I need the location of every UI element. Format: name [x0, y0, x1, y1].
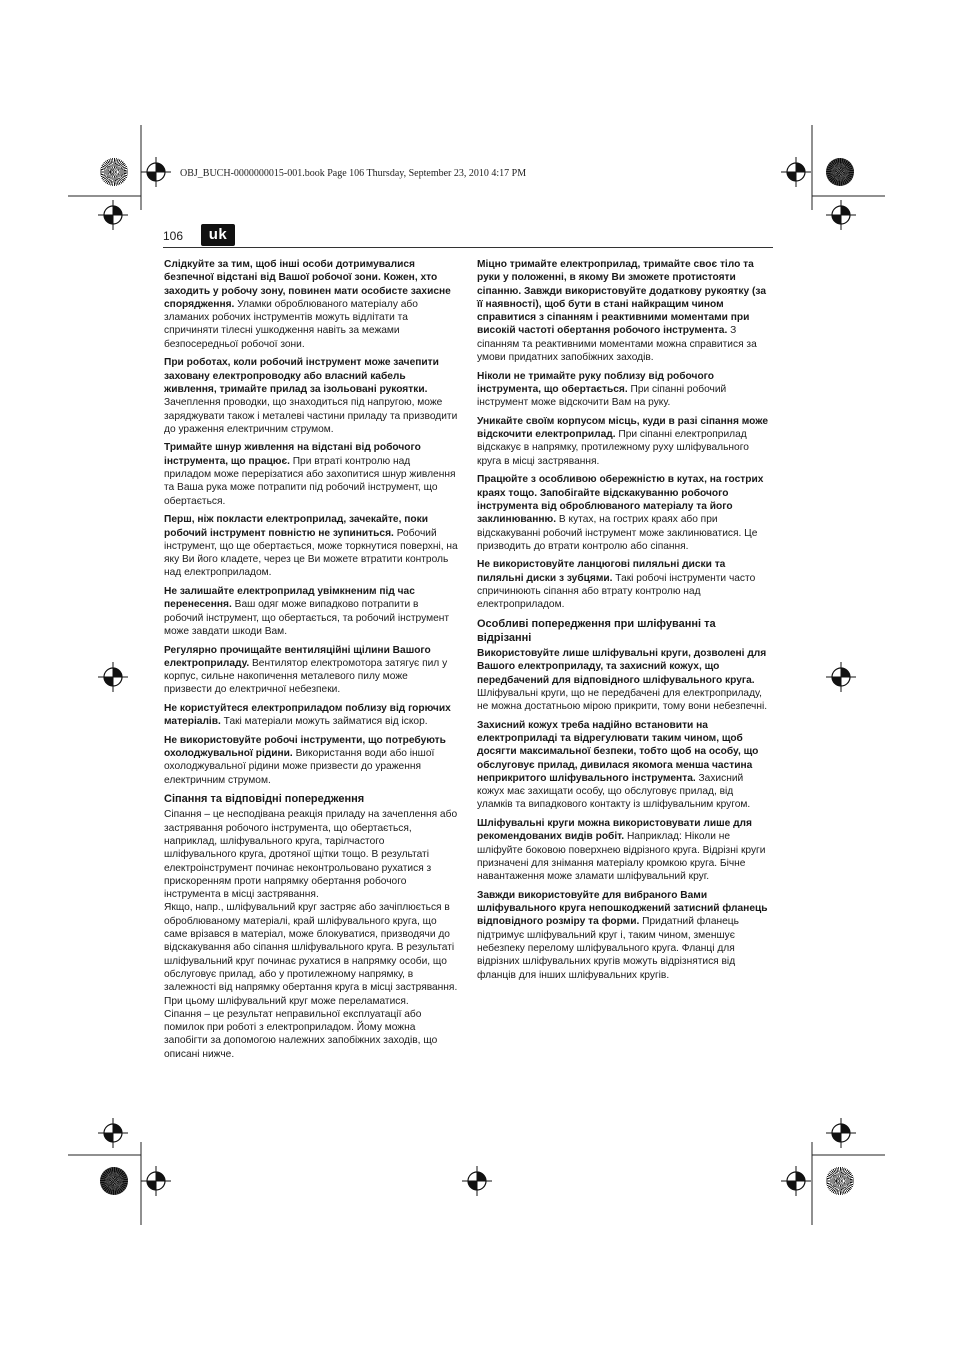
- paragraph: Ніколи не тримайте руку поблизу від робочого інструмента, що обертається. При сіпанні робочий інструмент може відскочити Вам на руку.: [477, 370, 727, 409]
- paragraph: Не використовуйте ланцюгові пиляльні диски та пиляльні диски з зубцями. Такі робочі інструменти часто спричинюють сіпання або втрату контролю над електроприладом.: [477, 559, 756, 611]
- paragraph: Використовуйте лише шліфувальні круги, дозволені для Вашого електроприладу, та захисний кожух, що передбачений для відповідного шліфувального круга. Шліфувальні круги, що не передбачені для електроприладу, не можна достатньою мірою прикрити, тому вони небезпечні.: [477, 647, 768, 713]
- left-column: [164, 258, 458, 1066]
- paragraph: Перш, ніж покласти електроприлад, зачекайте, поки робочий інструмент повністю не зупиниться. Робочий інструмент, що ще обертається, може торкнутися поверхні, на яку Ви його кладете, через це Ви можете втратити контроль над електроприладом.: [164, 514, 458, 579]
- file-info: OBJ_BUCH-0000000015-001.book Page 106 Thursday, September 23, 2010 4:17 PM: [180, 168, 527, 179]
- page-number: 106: [163, 229, 184, 243]
- section-heading: Сіпання та відповідні попередження: [164, 793, 365, 806]
- paragraph: Якщо, напр., шліфувальний круг застряє або зачіплюється в оброблюваному матеріалі, край шліфувального круга, що саме врізався в матеріал, може блокуватися, призводячи до відскакування або сіпання шліфувального круга. В результаті шліфувальний круг починає рухатися в напрямку особи, що обслуговує прилад, або у протилежному напрямку, в залежності від напрямку обертання круга в місці застрявання. При цьому шліфувальний круг може переламатися.: [164, 902, 458, 1007]
- paragraph: Регулярно прочищайте вентиляційні щілини Вашого електроприладу. Вентилятор електромотора затягує пил у корпус, сильне накопичення металевого пилу може призвести до електричної небезпеки.: [164, 644, 448, 696]
- paragraph: Завжди використовуйте для вибраного Вами шліфувального круга непошкоджений затисний фланець відповідного розміру та форми. Придатний фланець підтримує шліфувальний круг і, таким чином, зменшує небезпеку перелому шліфувального круга. Фланці для відрізних шліфувальних кругів можуть відрізнятися від фланців для інших шліфувальних кругів.: [477, 889, 768, 981]
- paragraph: При роботах, коли робочий інструмент може зачепити заховану електропроводку або власний кабель живлення, тримайте прилад за ізольовані рукоятки. Зачеплення проводки, що знаходиться під напругою, може заряджувати також і металеві частини приладу та призводити до ураження електричним струмом.: [164, 357, 458, 435]
- paragraph: Шліфувальні круги можна використовувати лише для рекомендованих видів робіт. Наприклад: Ніколи не шліфуйте боковою поверхнею відрізного круга. Відрізні круги призначені для знімання матеріалу кромкою круга. Бічне навантаження може зламати шліфувальний круг.: [477, 818, 766, 883]
- paragraph: Сіпання – це результат неправильної експлуатації або помилок при роботі з електроприладом. Йому можна запобігти за допомогою належних запобіжних заходів, що описані нижче.: [164, 1008, 438, 1060]
- paragraph: Не використовуйте робочі інструменти, що потребують охолоджувальної рідини. Використання води або іншої охолоджувальної рідини може призвести до ураження електричним струмом.: [164, 734, 446, 786]
- section-heading: Особливі попередження при шліфуванні та відрізанні: [477, 617, 716, 644]
- paragraph: Уникайте своїм корпусом місць, куди в разі сіпання може відскочити електроприлад. При сіпанні електроприлад відскакує в напрямку, протилежному руху шліфувального круга в місці застрявання.: [477, 415, 768, 467]
- paragraph: Тримайте шнур живлення на відстані від робочого інструмента, що працює. При втраті контролю над приладом може перерізатися або захопитися шнур живлення та Ваша рука може потрапити під робочий інструмент, що обертається.: [164, 442, 456, 507]
- paragraph: Не користуйтеся електроприладом поблизу від горючих матеріалів. Такі матеріали можуть займатися від іскор.: [164, 702, 451, 728]
- color-target-top-right: [826, 158, 854, 186]
- color-target-bottom-left: [100, 1167, 128, 1195]
- language-tab: uk: [201, 224, 235, 246]
- paragraph: Сіпання – це несподівана реакція приладу на зачеплення або застрявання робочого інструмента, що обертається, наприклад, шліфувального круга, тарілчастого шліфувального круга, дротяної щітки тощо. В результаті електроінструмент починає неконтрольовано рухатися з прискоренням проти напрямку обертання робочого інструмента в місці застрявання.: [164, 809, 458, 901]
- paragraph: Працюйте з особливою обережністю в кутах, на гострих краях тощо. Запобігайте відскакуванню робочого інструмента від оброблюваного матеріалу та його заклинюванню. В кутах, на гострих краях або при відскакуванні робочий інструмент може заклинюватися. Це призводить до втрати контролю або сіпання.: [477, 474, 764, 552]
- paragraph: Захисний кожух треба надійно встановити на електроприладі та відрегулювати таким чином, щоб досягти максимальної безпеки, тобто щоб на особу, що обслуговує прилад, дивилася якомога менша частина неприкритого шліфувального інструмента. Захисний кожух має захищати особу, що обслуговує прилад, від уламків та випадкового контакту із шліфувальним кругом.: [477, 719, 759, 811]
- paragraph: Міцно тримайте електроприлад, тримайте своє тіло та руки у положенні, в якому Ви зможете протистояти сіпанню. Завжди використовуйте додаткову рукоятку (за її наявності), щоб бути в стані найкращим чином справитися з сіпанням і реактивними моментами при високій частоті обертання робочого інструмента. З сіпанням та реактивними моментами можна справитися за умови придатних запобіжних заходів.: [477, 259, 766, 364]
- right-column: [477, 258, 771, 987]
- paragraph: Не залишайте електроприлад увімкненим під час перенесення. Ваш одяг може випадково потрапити в робочий інструмент, що обертається, та робочий інструмент може завдати шкоди Вам.: [164, 586, 450, 637]
- color-target-top-left: [100, 158, 128, 186]
- color-target-bottom-right: [826, 1167, 854, 1195]
- paragraph: Слідкуйте за тим, щоб інші особи дотримувалися безпечної відстані від Вашої робочої зони. Кожен, хто заходить у робочу зону, повинен мати особисте захисне спорядження. Уламки оброблюваного матеріалу або зламаних робочих інструментів можуть відлітати та спричиняти тілесні ушкодження навіть за межами безпосередньої робочої зони.: [164, 259, 451, 350]
- header-rule: [163, 247, 773, 248]
